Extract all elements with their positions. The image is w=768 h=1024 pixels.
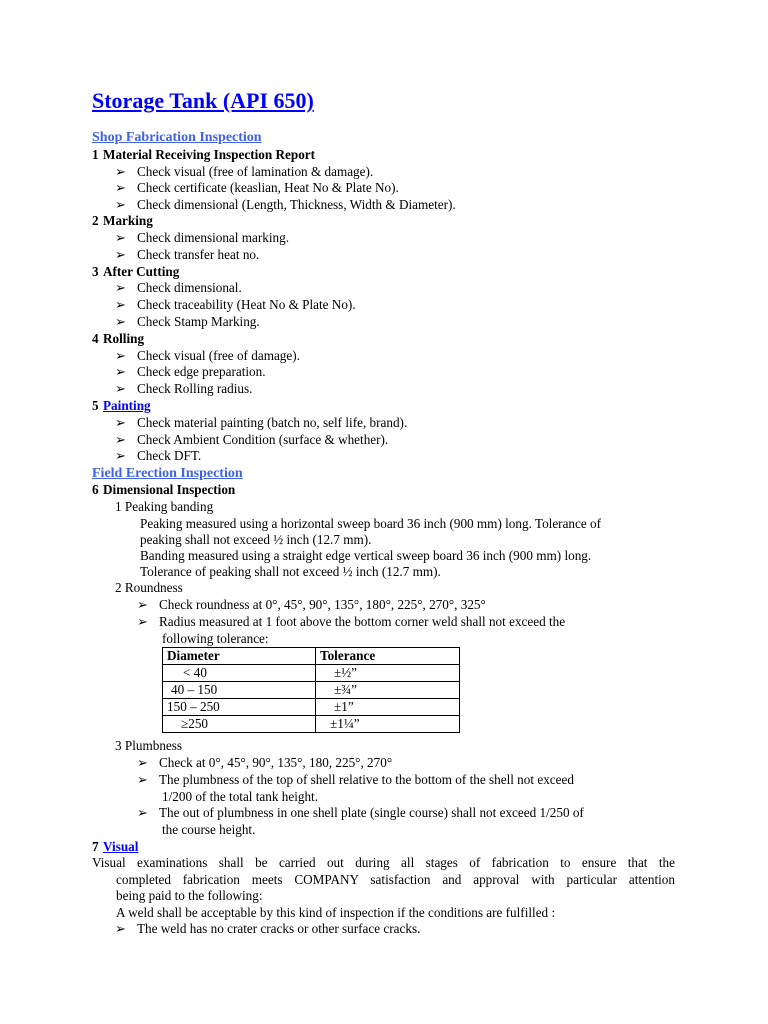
sub-item: 3 Plumbness (115, 738, 183, 753)
table-row (163, 682, 460, 699)
bullet-item: ➢ Check DFT. (115, 448, 202, 463)
bullet-continuation: the course height. (162, 822, 256, 837)
table-row (163, 665, 460, 682)
sub-item: 2 Roundness (115, 580, 183, 595)
field-erection-heading[interactable]: Field Erection Inspection (92, 466, 243, 481)
item-heading: Marking (103, 213, 153, 228)
bullet-item: ➢ The out of plumbness in one shell plate (single course) shall not exceed 1/250 of (137, 805, 584, 820)
item-heading: Material Receiving Inspection Report (103, 147, 316, 162)
bullet-item: ➢ Check Ambient Condition (surface & whether). (115, 432, 389, 447)
bullet-item: ➢ Check dimensional marking. (115, 230, 289, 245)
bullet-item: ➢ Check traceability (Heat No & Plate No). (115, 297, 356, 312)
bullet-item: ➢ Check at 0°, 45°, 90°, 135°, 180, 225°, 270° (137, 755, 393, 770)
bullet-item: ➢ Check edge preparation. (115, 364, 266, 379)
table-cell: ±½” (316, 665, 460, 682)
bullet-item: ➢ Radius measured at 1 foot above the bottom corner weld shall not exceed the (137, 614, 566, 629)
bullet-item: ➢ Check visual (free of lamination & damage). (115, 164, 374, 179)
table-row (163, 699, 460, 716)
item-number: 1 (92, 147, 99, 162)
bullet-item: ➢ Check Rolling radius. (115, 381, 253, 396)
tolerance-table (162, 647, 460, 733)
table-cell: 150 – 250 (163, 699, 316, 716)
table-header-cell: Diameter (163, 648, 316, 665)
shop-fabrication-heading[interactable]: Shop Fabrication Inspection (92, 130, 262, 145)
page-title[interactable]: Storage Tank (API 650) (92, 88, 314, 113)
paragraph-line: Peaking measured using a horizontal sweep board 36 inch (900 mm) long. Tolerance of (140, 516, 602, 531)
item-heading: After Cutting (103, 264, 180, 279)
paragraph-line: A weld shall be acceptable by this kind of inspection if the conditions are fulfilled : (116, 905, 556, 920)
bullet-item: ➢ Check transfer heat no. (115, 247, 260, 262)
table-row (163, 716, 460, 733)
table-cell: ±1” (316, 699, 460, 716)
item-number: 2 (92, 213, 99, 228)
paragraph-line: peaking shall not exceed ½ inch (12.7 mm). (140, 532, 372, 547)
bullet-continuation: 1/200 of the total tank height. (162, 789, 319, 804)
table-cell: ±¾” (316, 682, 460, 699)
paragraph-line: Banding measured using a straight edge vertical sweep board 36 inch (900 mm) long. (140, 548, 592, 563)
bullet-item: ➢ Check roundness at 0°, 45°, 90°, 135°, 180°, 225°, 270°, 325° (137, 597, 486, 612)
bullet-item: ➢ The plumbness of the top of shell relative to the bottom of the shell not exceed (137, 772, 574, 787)
bullet-item: ➢ Check Stamp Marking. (115, 314, 260, 329)
bullet-item: ➢ Check material painting (batch no, self life, brand). (115, 415, 408, 430)
bullet-item: ➢ Check dimensional. (115, 280, 242, 295)
paragraph-line: completed fabrication meets COMPANY satisfaction and approval with particular attention (116, 872, 675, 887)
table-cell: 40 – 150 (163, 682, 316, 699)
bullet-item: ➢ Check dimensional (Length, Thickness, Width & Diameter). (115, 197, 456, 212)
paragraph-line: Visual examinations shall be carried out during all stages of fabrication to ensure that the (92, 855, 675, 870)
bullet-item: ➢ Check visual (free of damage). (115, 348, 300, 363)
table-header-cell: Tolerance (316, 648, 460, 665)
item-heading: Dimensional Inspection (103, 482, 236, 497)
bullet-item: ➢ The weld has no crater cracks or other surface cracks. (115, 921, 421, 936)
item-heading: Rolling (103, 331, 145, 346)
bullet-continuation: following tolerance: (162, 631, 269, 646)
table-header-row (163, 648, 460, 665)
table-cell: < 40 (163, 665, 316, 682)
bullet-item: ➢ Check certificate (keaslian, Heat No & Plate No). (115, 180, 399, 195)
paragraph-line: Tolerance of peaking shall not exceed ½ inch (12.7 mm). (140, 564, 441, 579)
painting-link[interactable]: Painting (103, 398, 151, 413)
item-number: 6 (92, 482, 99, 497)
item-number: 4 (92, 331, 99, 346)
item-number: 5 (92, 398, 99, 413)
item-number: 7 (92, 839, 99, 854)
item-number: 3 (92, 264, 99, 279)
sub-item: 1 Peaking banding (115, 499, 214, 514)
paragraph-line: being paid to the following: (116, 888, 263, 903)
table-cell: ±1¼” (316, 716, 460, 733)
visual-link[interactable]: Visual (103, 839, 139, 854)
table-cell: ≥250 (163, 716, 316, 733)
